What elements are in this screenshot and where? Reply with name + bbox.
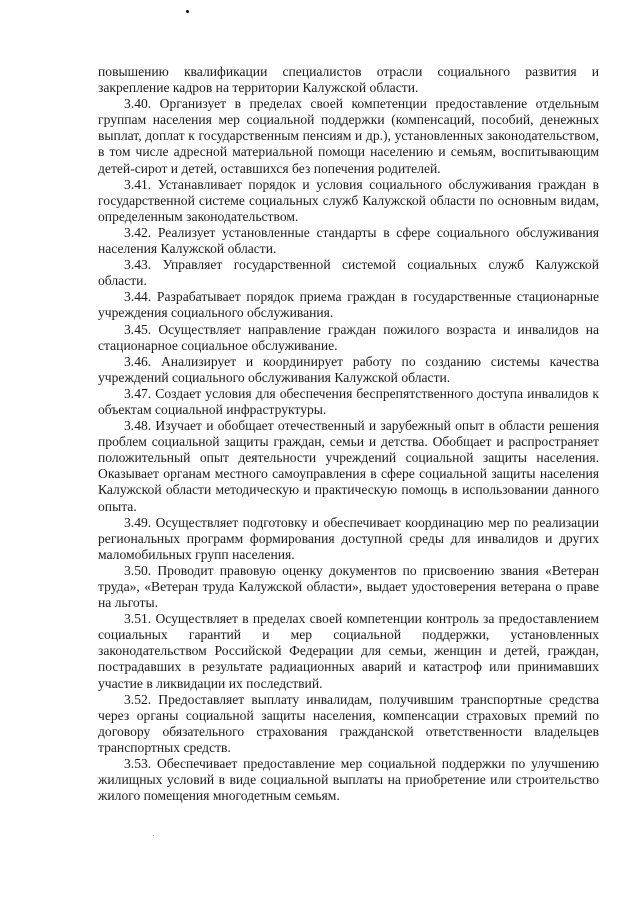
paragraph-3-46: 3.46. Анализирует и координирует работу по созданию системы качества учреждений социального обслуживания Калужской области. (98, 353, 599, 385)
paragraph-3-51: 3.51. Осуществляет в пределах своей компетенции контроль за предоставлением социальных гарантий и мер социальной поддержки, установленных законодательством Российской Федерации для семьи, женщин и детей, граждан, пострадавших в результате радиационных аварий и катастроф или принимавших участие в ликвидации их последствий. (98, 611, 599, 691)
paragraph-3-42: 3.42. Реализует установленные стандарты в сфере социального обслуживания населения Калужской области. (98, 224, 599, 257)
paragraph-3-53: 3.53. Обеспечивает предоставление мер социальной поддержки по улучшению жилищных условий в виде социальной выплаты на приобретение или строительство жилого помещения многодетным семьям. (98, 756, 599, 804)
paragraph-3-40: 3.40. Организует в пределах своей компетенции предоставление отдельным группам населения мер социальной поддержки (компенсаций, пособий, денежных выплат, доплат к государственным пенсиям и др.), установленных законодательством, в том числе адресной материальной помощи населению и семьям, воспитывающим детей-сирот и детей, оставшихся без попечения родителей. (98, 96, 599, 176)
paragraph-3-50: 3.50. Проводит правовую оценку документов по присвоению звания «Ветеран труда», «Ветеран труда Калужской области», выдает удостоверения ветерана о праве на льготы. (98, 562, 599, 611)
paragraph-3-48: 3.48. Изучает и обобщает отечественный и зарубежный опыт в области решения проблем социальной защиты граждан, семьи и детства. Обобщает и распространяет положительный опыт деятельности учреждений социальной защиты населения. Оказывает органам местного самоуправления в сфере социальной защиты населения Калужской области методическую и практическую помощь в использовании данного опыта. (98, 418, 599, 514)
paragraph-3-44: 3.44. Разрабатывает порядок приема граждан в государственные стационарные учреждения социального обслуживания. (98, 289, 599, 321)
scan-speck (153, 835, 154, 836)
paragraph-3-43: 3.43. Управляет государственной системой социальных служб Калужской области. (98, 257, 599, 289)
paragraph-3-45: 3.45. Осуществляет направление граждан пожилого возраста и инвалидов на стационарное социальное обслуживание. (98, 321, 599, 353)
paragraph-3-47: 3.47. Создает условия для обеспечения беспрепятственного доступа инвалидов к объектам социальной инфраструктуры. (98, 385, 599, 417)
page-mark (186, 10, 189, 13)
paragraph-3-52: 3.52. Предоставляет выплату инвалидам, получившим транспортные средства через органы социальной защиты населения, компенсации страховых премий по договору обязательного страхования гражданской ответственности владельцев транспортных средств. (98, 691, 599, 755)
document-body (98, 64, 599, 804)
paragraph-3-49: 3.49. Осуществляет подготовку и обеспечивает координацию мер по реализации региональных программ формирования доступной среды для инвалидов и других маломобильных групп населения. (98, 514, 599, 562)
paragraph-3-41: 3.41. Устанавливает порядок и условия социального обслуживания граждан в государственной системе социальных служб Калужской области по основным видам, определенным законодательством. (98, 176, 599, 224)
paragraph-continuation: повышению квалификации специалистов отрасли социального развития и закрепление кадров на территории Калужской области. (98, 64, 599, 96)
